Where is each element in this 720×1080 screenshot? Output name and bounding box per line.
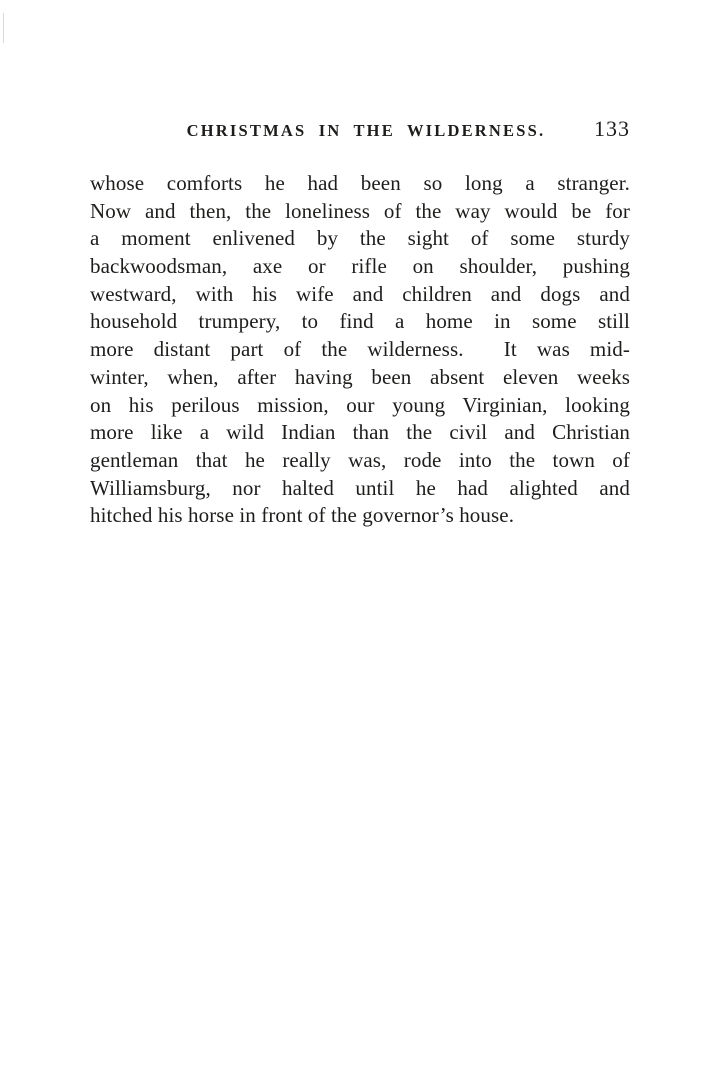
text-line: winter, when, after having been absent eleven weeks xyxy=(90,364,630,389)
text-line: household trumpery, to find a home in some still xyxy=(90,309,630,334)
text-line: westward, with his wife and children and dogs and xyxy=(90,281,630,306)
text-line: a moment enlivened by the sight of some sturdy xyxy=(90,226,630,251)
text-line: whose comforts he had been so long a stranger. xyxy=(90,171,630,195)
scan-edge-artifact xyxy=(3,13,4,43)
text-line: more distant part of the wilderness. It was mid- xyxy=(90,337,630,362)
page-text xyxy=(90,170,630,530)
text-line: backwoodsman, axe or rifle on shoulder, pushing xyxy=(90,254,630,279)
running-header xyxy=(90,118,630,142)
text-line: Williamsburg, nor halted until he had alighted and xyxy=(90,475,630,500)
text-line: Now and then, the loneliness of the way would be for xyxy=(90,198,630,223)
text-line: more like a wild Indian than the civil and Christian xyxy=(90,420,630,445)
running-header-title: CHRISTMAS IN THE WILDERNESS. xyxy=(186,121,546,140)
text-line: on his perilous mission, our young Virginian, looking xyxy=(90,392,630,417)
page-number: 133 xyxy=(594,116,630,141)
text-line: gentleman that he really was, rode into the town of xyxy=(90,447,630,472)
text-line: hitched his horse in front of the governor’s house. xyxy=(90,503,515,528)
